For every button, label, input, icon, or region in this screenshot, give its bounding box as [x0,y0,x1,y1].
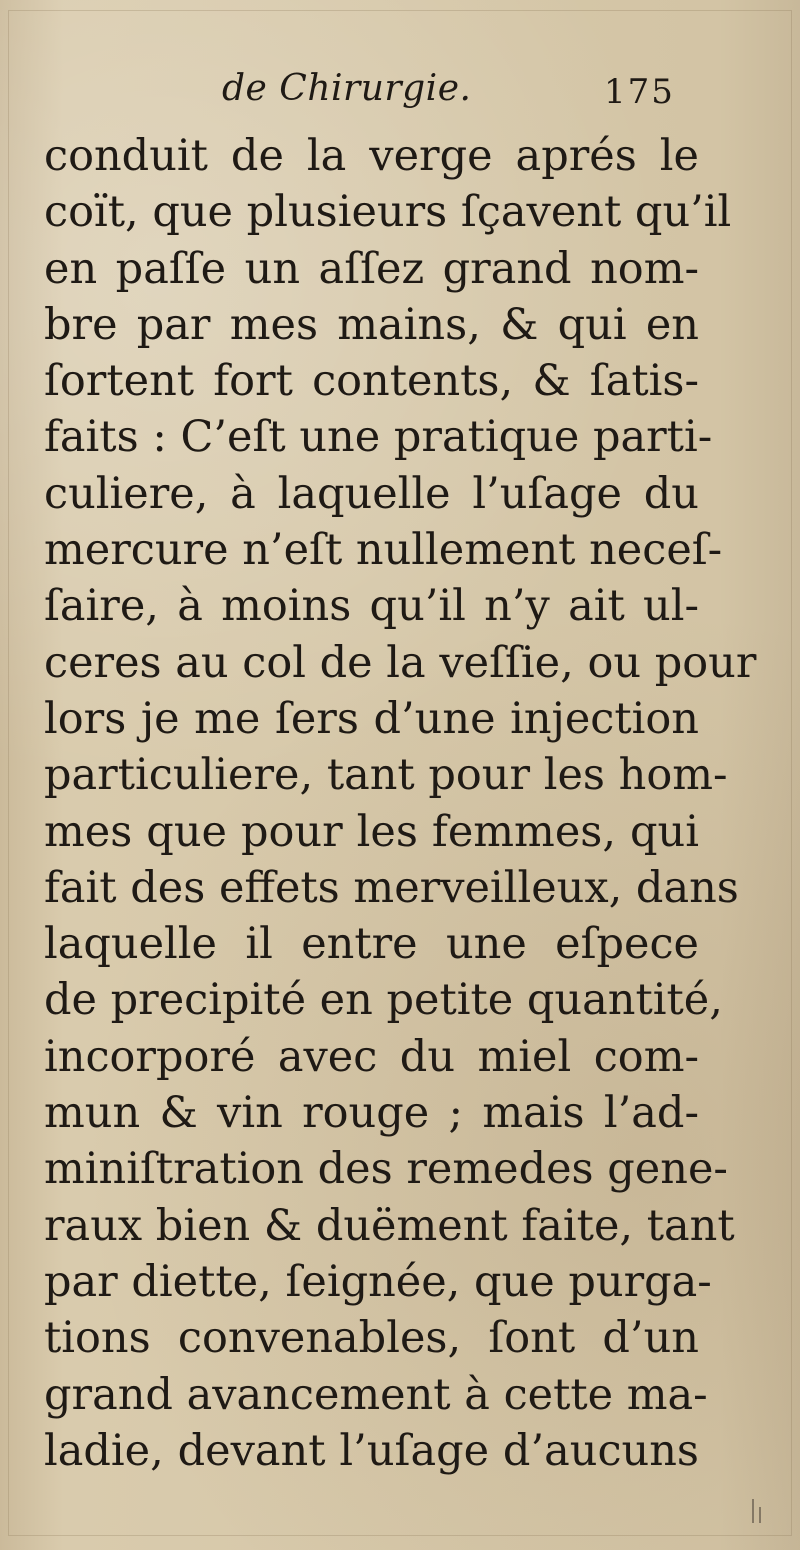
text-line: particuliere, tant pour les hom- [44,750,728,801]
text-line: en paſſe un aſſez grand nom- [44,243,699,294]
text-line: mes que pour les femmes, qui [44,806,699,857]
text-line: culiere, à laquelle l’uſage du [44,468,699,519]
text-line: grand avancement à cette ma- [44,1369,708,1420]
page-number: 175 [604,72,675,112]
text-line: incorporé avec du miel com- [44,1031,699,1082]
text-line: raux bien & duëment faite, tant [44,1200,735,1251]
text-line: coït, que plusieurs ſçavent qu’il [44,187,732,238]
ink-mark [748,1495,770,1529]
text-line: bre par mes mains, & qui en [44,299,699,350]
text-line: faits : C’eſt une pratique parti- [44,412,713,463]
text-line: ſortent fort contents, & ſatis- [44,356,699,407]
text-line: miniſtration des remedes gene- [44,1144,728,1195]
text-line: de precipité en petite quantité, [44,975,723,1026]
ink-stroke [752,1499,754,1523]
text-line: par diette, ſeignée, que purga- [44,1256,712,1307]
text-line: ceres au col de la veſſie, ou pour [44,637,757,688]
ink-stroke [759,1507,761,1523]
text-line: laquelle il entre une eſpece [44,919,699,970]
text-line: ladie, devant l’uſage d’aucuns [44,1425,699,1476]
running-head: de Chirurgie. [222,68,472,109]
text-line: lors je me ſers d’une injection [44,693,699,744]
text-line: conduit de la verge aprés le [44,131,699,181]
text-line: ſaire, à moins qu’il n’y ait ul- [44,581,699,632]
text-block [44,128,757,1479]
text-line: tions convenables, ſont d’un [44,1313,699,1364]
text-line: fait des effets merveilleux, dans [44,862,739,913]
text-line: mercure n’eſt nullement neceſ- [44,525,723,576]
text-line: mun & vin rouge ; mais l’ad- [44,1088,699,1139]
